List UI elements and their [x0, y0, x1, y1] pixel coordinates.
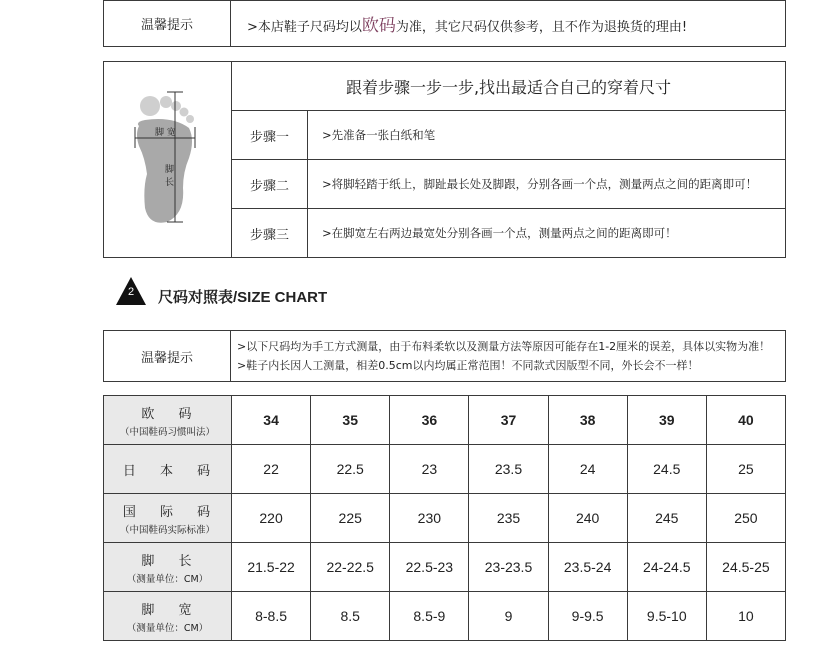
size-chart-cell: 225	[311, 494, 390, 543]
size-chart-cell: 235	[469, 494, 548, 543]
guide-heading: 跟着步骤一步一步,找出最适合自己的穿着尺寸	[232, 62, 786, 111]
size-chart-row-label: 欧 码	[141, 406, 202, 422]
size-chart-cell: 23	[390, 445, 469, 494]
top-notice-table	[103, 0, 786, 47]
size-chart-row	[104, 543, 786, 592]
foot-length-label-1: 脚	[164, 164, 174, 175]
size-chart-cell: 34	[232, 396, 311, 445]
size-chart-cell: 24.5	[627, 445, 706, 494]
size-chart-cell: 25	[706, 445, 785, 494]
size-notice-table	[103, 330, 786, 382]
step-2-label: 步骤二	[232, 160, 308, 209]
size-chart-cell: 36	[390, 396, 469, 445]
size-chart-cell: 21.5-22	[232, 543, 311, 592]
size-chart-table	[103, 395, 786, 641]
section-heading	[116, 277, 416, 309]
size-chart-row-label: 日 本 码	[122, 463, 221, 479]
notice-text	[231, 1, 786, 47]
size-chart-row-header	[104, 543, 232, 592]
notice-label: 温馨提示	[104, 1, 231, 47]
size-chart-row	[104, 494, 786, 543]
size-chart-cell: 240	[548, 494, 627, 543]
size-chart-cell: 245	[627, 494, 706, 543]
size-chart-cell: 23.5-24	[548, 543, 627, 592]
foot-width-label: 脚 宽	[154, 127, 176, 138]
size-chart-row-header	[104, 494, 232, 543]
size-chart-cell: 250	[706, 494, 785, 543]
size-chart-cell: 8-8.5	[232, 592, 311, 641]
size-chart-row-header	[104, 592, 232, 641]
size-chart-row	[104, 396, 786, 445]
size-notice-line-2: >鞋子内长因人工测量，相差0.5cm以内均属正常范围！不同款式因版型不同，外长会不一样！	[237, 359, 699, 372]
size-chart-row-header	[104, 445, 232, 494]
size-chart-row-label: 脚 长	[141, 553, 202, 569]
foot-diagram-icon	[123, 88, 213, 228]
step-1-label: 步骤一	[232, 111, 308, 160]
size-chart-row-label: 国 际 码	[122, 504, 221, 520]
foot-length-label-2: 长	[164, 177, 174, 188]
size-chart-row-header	[104, 396, 232, 445]
section-number: 2	[127, 286, 135, 298]
size-chart-cell: 24	[548, 445, 627, 494]
size-notice-label: 温馨提示	[104, 331, 231, 382]
measure-guide-table	[103, 61, 786, 258]
size-chart-cell: 35	[311, 396, 390, 445]
size-chart-cell: 9	[469, 592, 548, 641]
size-chart-cell: 9.5-10	[627, 592, 706, 641]
size-chart-cell: 22	[232, 445, 311, 494]
size-chart-cell: 37	[469, 396, 548, 445]
foot-diagram-cell	[104, 62, 232, 258]
section-title: 尺码对照表/SIZE CHART	[158, 289, 328, 306]
size-notice-line-1: >以下尺码均为手工方式测量，由于布料柔软以及测量方法等原因可能存在1-2厘米的误差，具体以实物为准！	[237, 340, 771, 353]
size-chart-cell: 9-9.5	[548, 592, 627, 641]
size-chart-cell: 39	[627, 396, 706, 445]
step-3-label: 步骤三	[232, 209, 308, 258]
step-2-text: >将脚轻踏于纸上，脚趾最长处及脚跟，分别各画一个点，测量两点之间的距离即可！	[308, 160, 786, 209]
size-chart-cell: 23.5	[469, 445, 548, 494]
notice-prefix: >本店鞋子尺码均以	[247, 20, 362, 35]
size-notice-text	[231, 331, 786, 382]
size-chart-cell: 220	[232, 494, 311, 543]
size-chart-row	[104, 592, 786, 641]
size-chart-cell: 22.5-23	[390, 543, 469, 592]
size-chart-row-label: 脚 宽	[141, 602, 202, 618]
size-chart-cell: 22.5	[311, 445, 390, 494]
size-chart-cell: 38	[548, 396, 627, 445]
size-chart-cell: 8.5	[311, 592, 390, 641]
step-1-text: >先准备一张白纸和笔	[308, 111, 786, 160]
size-chart-cell: 24.5-25	[706, 543, 785, 592]
size-chart-cell: 8.5-9	[390, 592, 469, 641]
size-chart-row-sublabel: （测量单位：CM）	[126, 573, 209, 585]
size-chart-cell: 23-23.5	[469, 543, 548, 592]
size-chart-cell: 22-22.5	[311, 543, 390, 592]
size-chart-row-sublabel: （中国鞋码实际标准）	[119, 524, 215, 536]
size-chart-cell: 10	[706, 592, 785, 641]
notice-suffix: 为准，其它尺码仅供参考，且不作为退换货的理由!	[395, 20, 688, 35]
size-chart-row	[104, 445, 786, 494]
size-chart-row-sublabel: （中国鞋码习惯叫法）	[119, 426, 215, 438]
size-chart-cell: 40	[706, 396, 785, 445]
notice-highlight: 欧码	[361, 16, 396, 36]
size-chart-cell: 230	[390, 494, 469, 543]
size-chart-row-sublabel: （测量单位：CM）	[126, 622, 209, 634]
step-3-text: >在脚宽左右两边最宽处分别各画一个点，测量两点之间的距离即可！	[308, 209, 786, 258]
size-chart-cell: 24-24.5	[627, 543, 706, 592]
